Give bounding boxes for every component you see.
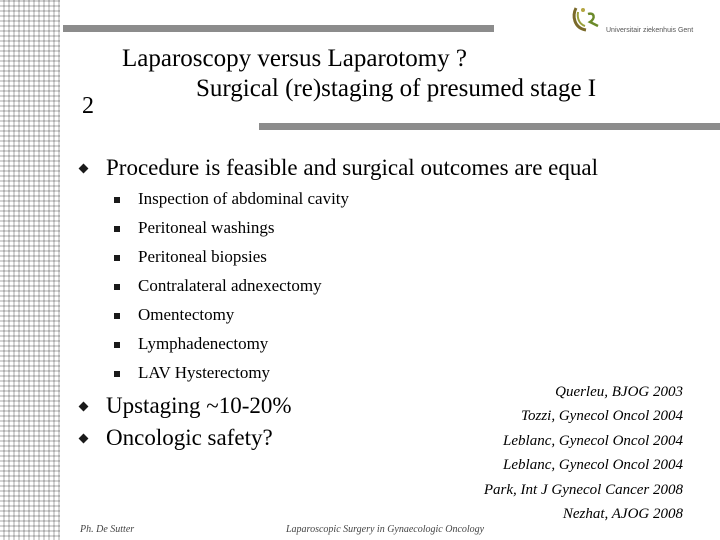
reference-item: Nezhat, AJOG 2008 xyxy=(562,506,683,523)
bullet-upstaging xyxy=(106,393,292,419)
square-bullet-icon xyxy=(114,371,120,377)
square-bullet-icon xyxy=(114,197,120,203)
square-bullet-icon xyxy=(114,342,120,348)
list-item-text: LAV Hysterectomy xyxy=(138,363,271,382)
footer-author: Ph. De Sutter xyxy=(80,524,135,535)
list-item-text: Lymphadenectomy xyxy=(138,334,269,353)
slide-number: 2 xyxy=(82,93,94,119)
list-item-text: Peritoneal washings xyxy=(138,218,275,237)
bullet-text: Upstaging ~10-20% xyxy=(106,393,292,418)
title-divider-bar xyxy=(259,123,720,130)
reference-item: Tozzi, Gynecol Oncol 2004 xyxy=(521,408,683,425)
bullet-procedure xyxy=(106,155,598,181)
bullet-oncologic-safety xyxy=(106,425,273,451)
slide-title-line2: Surgical (re)staging of presumed stage I xyxy=(196,75,597,102)
bullet-text: Oncologic safety? xyxy=(106,425,273,450)
square-bullet-icon xyxy=(114,255,120,261)
hospital-logo xyxy=(570,2,694,42)
square-bullet-icon xyxy=(114,226,120,232)
footer-course: Laparoscopic Surgery in Gynaecologic Oncology xyxy=(286,524,485,535)
logo-mark-icon xyxy=(570,2,610,34)
bullet-text: Procedure is feasible and surgical outcomes are equal xyxy=(106,155,598,180)
top-divider-bar xyxy=(63,25,494,32)
reference-item: Park, Int J Gynecol Cancer 2008 xyxy=(483,481,683,498)
list-item-text: Contralateral adnexectomy xyxy=(138,276,322,295)
reference-item: Leblanc, Gynecol Oncol 2004 xyxy=(503,457,683,474)
square-bullet-icon xyxy=(114,284,120,290)
reference-item: Leblanc, Gynecol Oncol 2004 xyxy=(503,432,683,449)
references-list xyxy=(484,380,683,526)
diamond-bullet-icon xyxy=(79,434,89,444)
diamond-bullet-icon xyxy=(79,402,89,412)
diamond-bullet-icon xyxy=(79,164,89,174)
decorative-grid-strip xyxy=(0,0,60,540)
list-item-text: Omentectomy xyxy=(138,305,235,324)
slide-title-line1: Laparoscopy versus Laparotomy ? xyxy=(122,45,468,72)
square-bullet-icon xyxy=(114,313,120,319)
list-item-text: Inspection of abdominal cavity xyxy=(138,189,350,208)
list-item-text: Peritoneal biopsies xyxy=(138,247,267,266)
reference-item: Querleu, BJOG 2003 xyxy=(555,384,683,400)
logo-caption: Universitair ziekenhuis Gent xyxy=(606,27,694,34)
